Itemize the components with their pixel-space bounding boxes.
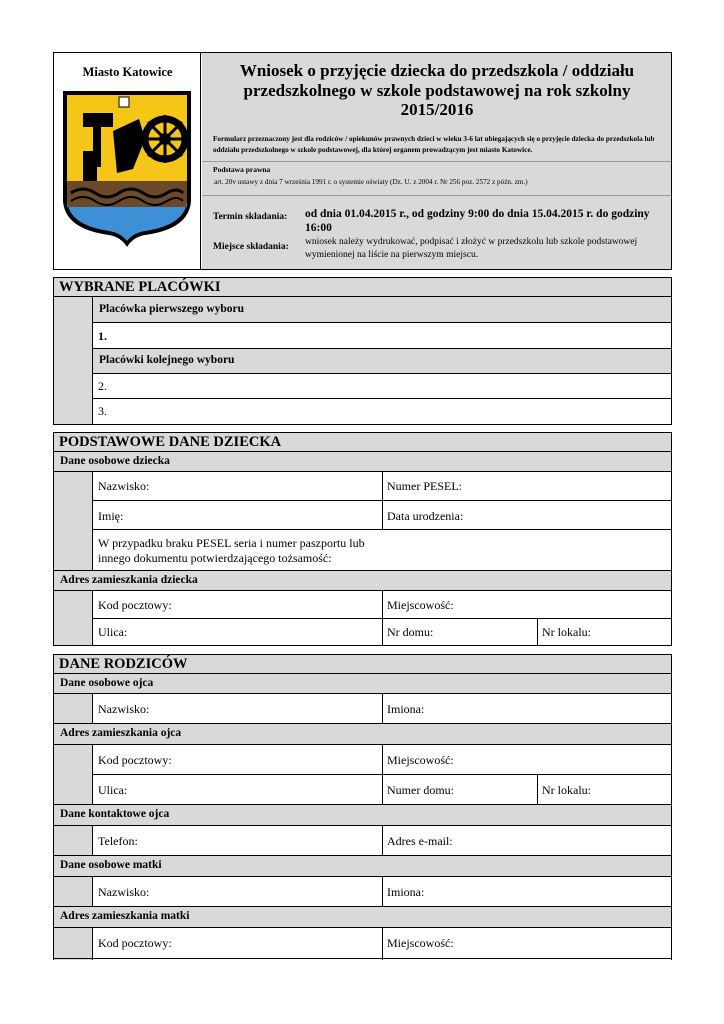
mother-surname-field[interactable]: Nazwisko: [98,885,150,899]
section-title-wybrane: WYBRANE PLACÓWKI [59,279,221,295]
father-postal-field[interactable]: Kod pocztowy: [98,753,172,767]
mother-personal-header: Dane osobowe matki [60,859,162,871]
father-row-names [92,693,672,724]
child-house-field[interactable]: Nr domu: [387,625,434,639]
child-surname-field[interactable]: Nazwisko: [98,479,150,493]
section-title-rodzice: DANE RODZICÓW [59,656,188,672]
child-flat-field[interactable]: Nr lokalu: [542,625,591,639]
section-title-dziecko: PODSTAWOWE DANE DZIECKA [59,434,282,450]
child-personal-header: Dane osobowe dziecka [60,455,170,467]
mother-row-names [92,876,672,907]
child-row-name [92,500,672,530]
mother-postal-field[interactable]: Kod pocztowy: [98,936,172,950]
place-value: wniosek należy wydrukować, podpisać i złożyć w przedszkolu lub szkole podstawowej wymienionej na liście na pierwszym miejscu. [305,237,638,260]
next-choice-header: Placówki kolejnego wyboru [92,348,672,374]
legal-basis-text: art. 20v ustawy z dnia 7 września 1991 r. o systemie oświaty (Dz. U. z 2004 r. Nr 256 poz. 2572 z późn. zm.) [214,178,528,186]
subheader-line [53,804,672,805]
father-row-street [92,774,672,805]
form-title: Wniosek o przyjęcie dziecka do przedszkola / oddziału przedszkolnego w szkole podstawowej na rok szkolny 2015/2016 [239,61,635,119]
first-choice-header: Placówka pierwszego wyboru [92,296,672,323]
father-street-field[interactable]: Ulica: [98,783,128,797]
mother-city-field[interactable]: Miejscowość: [387,936,454,950]
father-names-field[interactable]: Imiona: [387,702,425,716]
form-intro: Formularz przeznaczony jest dla rodziców / opiekunów prawnych dzieci w wieku 3-6 lat ubiegających się o przyjęcie dziecka do przedszkola lub oddziału przedszkolnego w szkole podstawowej, dla której organem prowadzącym jest miasto Katowice. [213,135,655,154]
subheader-line [53,723,672,724]
father-contact-header: Dane kontaktowe ojca [60,808,170,820]
choice-field-1[interactable]: 1. [92,322,672,349]
mother-row-postal [92,927,672,960]
child-row-document[interactable]: W przypadku braku PESEL seria i numer paszportu lub innego dokumentu potwierdzającego tożsamość: [92,529,672,571]
city-name: Miasto Katowice [82,65,173,79]
section-title-underline [53,673,672,674]
header-divider-2 [202,195,671,196]
legal-basis-label: Podstawa prawna [213,165,271,174]
child-row-postal [92,590,672,619]
father-phone-field[interactable]: Telefon: [98,834,138,848]
child-name-field[interactable]: Imię: [98,509,124,523]
child-birthdate-field[interactable]: Data urodzenia: [387,509,464,523]
page-cut-line [53,958,672,959]
child-row-surname [92,471,672,501]
subheader-line [53,855,672,856]
father-city-field[interactable]: Miejscowość: [387,753,454,767]
father-address-header: Adres zamieszkania ojca [60,727,182,739]
father-row-contact [92,825,672,856]
child-city-field[interactable]: Miejscowość: [387,598,454,612]
mother-address-header: Adres zamieszkania matki [60,910,190,922]
father-surname-field[interactable]: Nazwisko: [98,702,150,716]
child-street-field[interactable]: Ulica: [98,625,128,639]
coat-of-arms-logo [61,89,193,249]
father-personal-header: Dane osobowe ojca [60,677,154,689]
father-flat-field[interactable]: Nr lokalu: [542,783,591,797]
choice-field-2[interactable]: 2. [92,373,672,399]
child-row-street [92,618,672,646]
father-email-field[interactable]: Adres e-mail: [387,834,453,848]
child-pesel-field[interactable]: Numer PESEL: [387,479,462,493]
place-label: Miejsce składania: [213,242,289,252]
father-row-postal [92,744,672,775]
choice-field-3[interactable]: 3. [92,398,672,425]
subheader-line [53,906,672,907]
subheader-line [53,570,672,571]
deadline-value: od dnia 01.04.2015 r., od godziny 9:00 do dnia 15.04.2015 r. do godziny 16:00 [305,208,650,234]
header-divider-1 [202,161,671,162]
child-postal-field[interactable]: Kod pocztowy: [98,598,172,612]
mother-names-field[interactable]: Imiona: [387,885,425,899]
section-title-underline [53,451,672,452]
father-house-field[interactable]: Numer domu: [387,783,454,797]
child-address-header: Adres zamieszkania dziecka [60,574,198,586]
deadline-label: Termin składania: [213,212,288,222]
